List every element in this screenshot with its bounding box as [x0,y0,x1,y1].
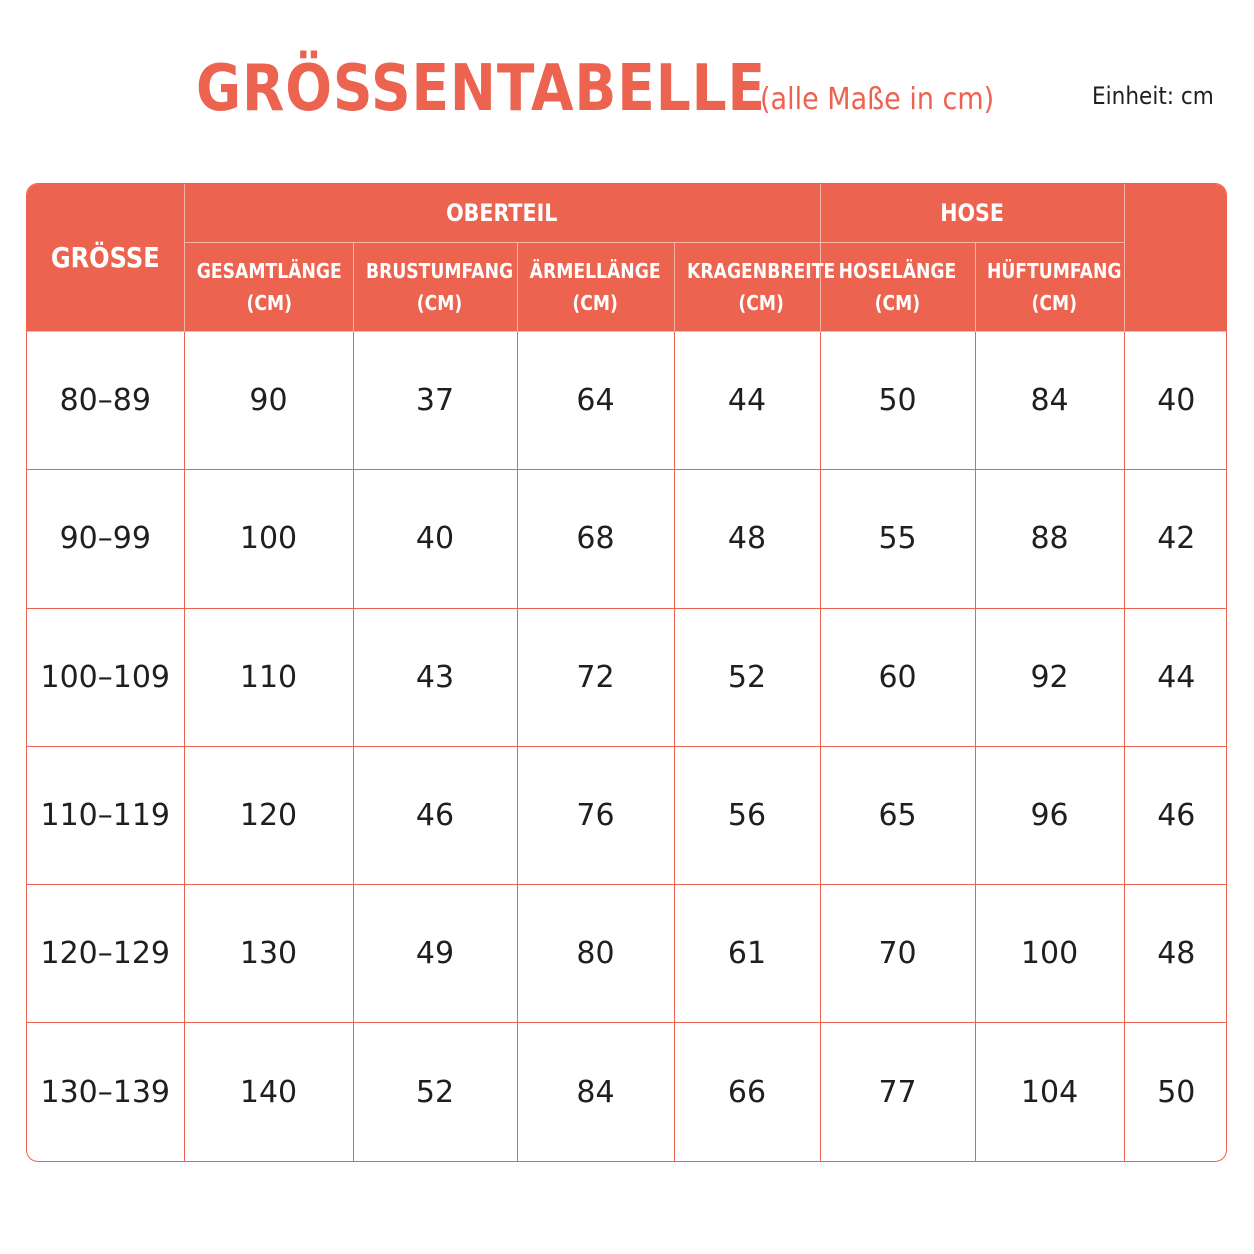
table-cell: 70 [820,885,975,1023]
table-cell: 40 [1124,332,1227,470]
page-subtitle: (alle Maße in cm) [760,82,995,117]
cell-size: 120–129 [27,885,184,1023]
table-cell: 80 [517,885,674,1023]
header-col-aermellaenge: ÄRMELLÄNGE (CM) [517,243,674,332]
table-cell: 88 [975,470,1124,608]
header-col-hueftumfang: HÜFTUMFANG (CM) [975,243,1124,332]
cell-size: 100–109 [27,608,184,746]
table-cell: 68 [517,470,674,608]
size-table [26,183,1227,1162]
cell-size: 80–89 [27,332,184,470]
table-row [27,608,1227,746]
table-cell: 92 [975,608,1124,746]
table-cell: 50 [820,332,975,470]
table-cell: 44 [1124,608,1227,746]
header-col-brustumfang: BRUSTUMFANG (CM) [353,243,517,332]
table-cell: 52 [674,608,820,746]
header-col-hoselaenge: HOSELÄNGE (CM) [820,243,975,332]
page-title: GRÖSSENTABELLE [196,52,767,126]
unit-note: Einheit: cm [1092,82,1214,110]
header-col-gesamtlaenge: GESAMTLÄNGE (CM) [184,243,353,332]
table-cell: 64 [517,332,674,470]
table-cell: 37 [353,332,517,470]
header-group-pants: HOSE [820,184,1124,243]
table-cell: 66 [674,1023,820,1161]
table-cell: 50 [1124,1023,1227,1161]
cell-size: 110–119 [27,746,184,884]
cell-size: 130–139 [27,1023,184,1161]
table-cell: 110 [184,608,353,746]
table-cell: 77 [820,1023,975,1161]
table-cell: 84 [975,332,1124,470]
table-row [27,885,1227,1023]
table-cell: 48 [674,470,820,608]
table-row [27,746,1227,884]
cell-size: 90–99 [27,470,184,608]
table-cell: 56 [674,746,820,884]
table-row [27,1023,1227,1161]
table-cell: 90 [184,332,353,470]
header-blank [1124,184,1227,332]
header-group-top: OBERTEIL [184,184,820,243]
header-size: GRÖSSE [27,184,184,332]
table-cell: 72 [517,608,674,746]
table-cell: 42 [1124,470,1227,608]
table-cell: 61 [674,885,820,1023]
table-cell: 84 [517,1023,674,1161]
table-cell: 96 [975,746,1124,884]
table-cell: 140 [184,1023,353,1161]
table-row [27,332,1227,470]
table-cell: 49 [353,885,517,1023]
table-cell: 60 [820,608,975,746]
table-cell: 44 [674,332,820,470]
table-cell: 43 [353,608,517,746]
table-cell: 52 [353,1023,517,1161]
table-cell: 130 [184,885,353,1023]
table-row [27,470,1227,608]
table-cell: 40 [353,470,517,608]
table-cell: 100 [975,885,1124,1023]
table-cell: 100 [184,470,353,608]
table-cell: 48 [1124,885,1227,1023]
table-cell: 55 [820,470,975,608]
table-cell: 46 [1124,746,1227,884]
table-cell: 46 [353,746,517,884]
table-cell: 76 [517,746,674,884]
table-cell: 120 [184,746,353,884]
table-cell: 104 [975,1023,1124,1161]
header-col-kragenbreite: KRAGENBREITE (CM) [674,243,820,332]
table-cell: 65 [820,746,975,884]
